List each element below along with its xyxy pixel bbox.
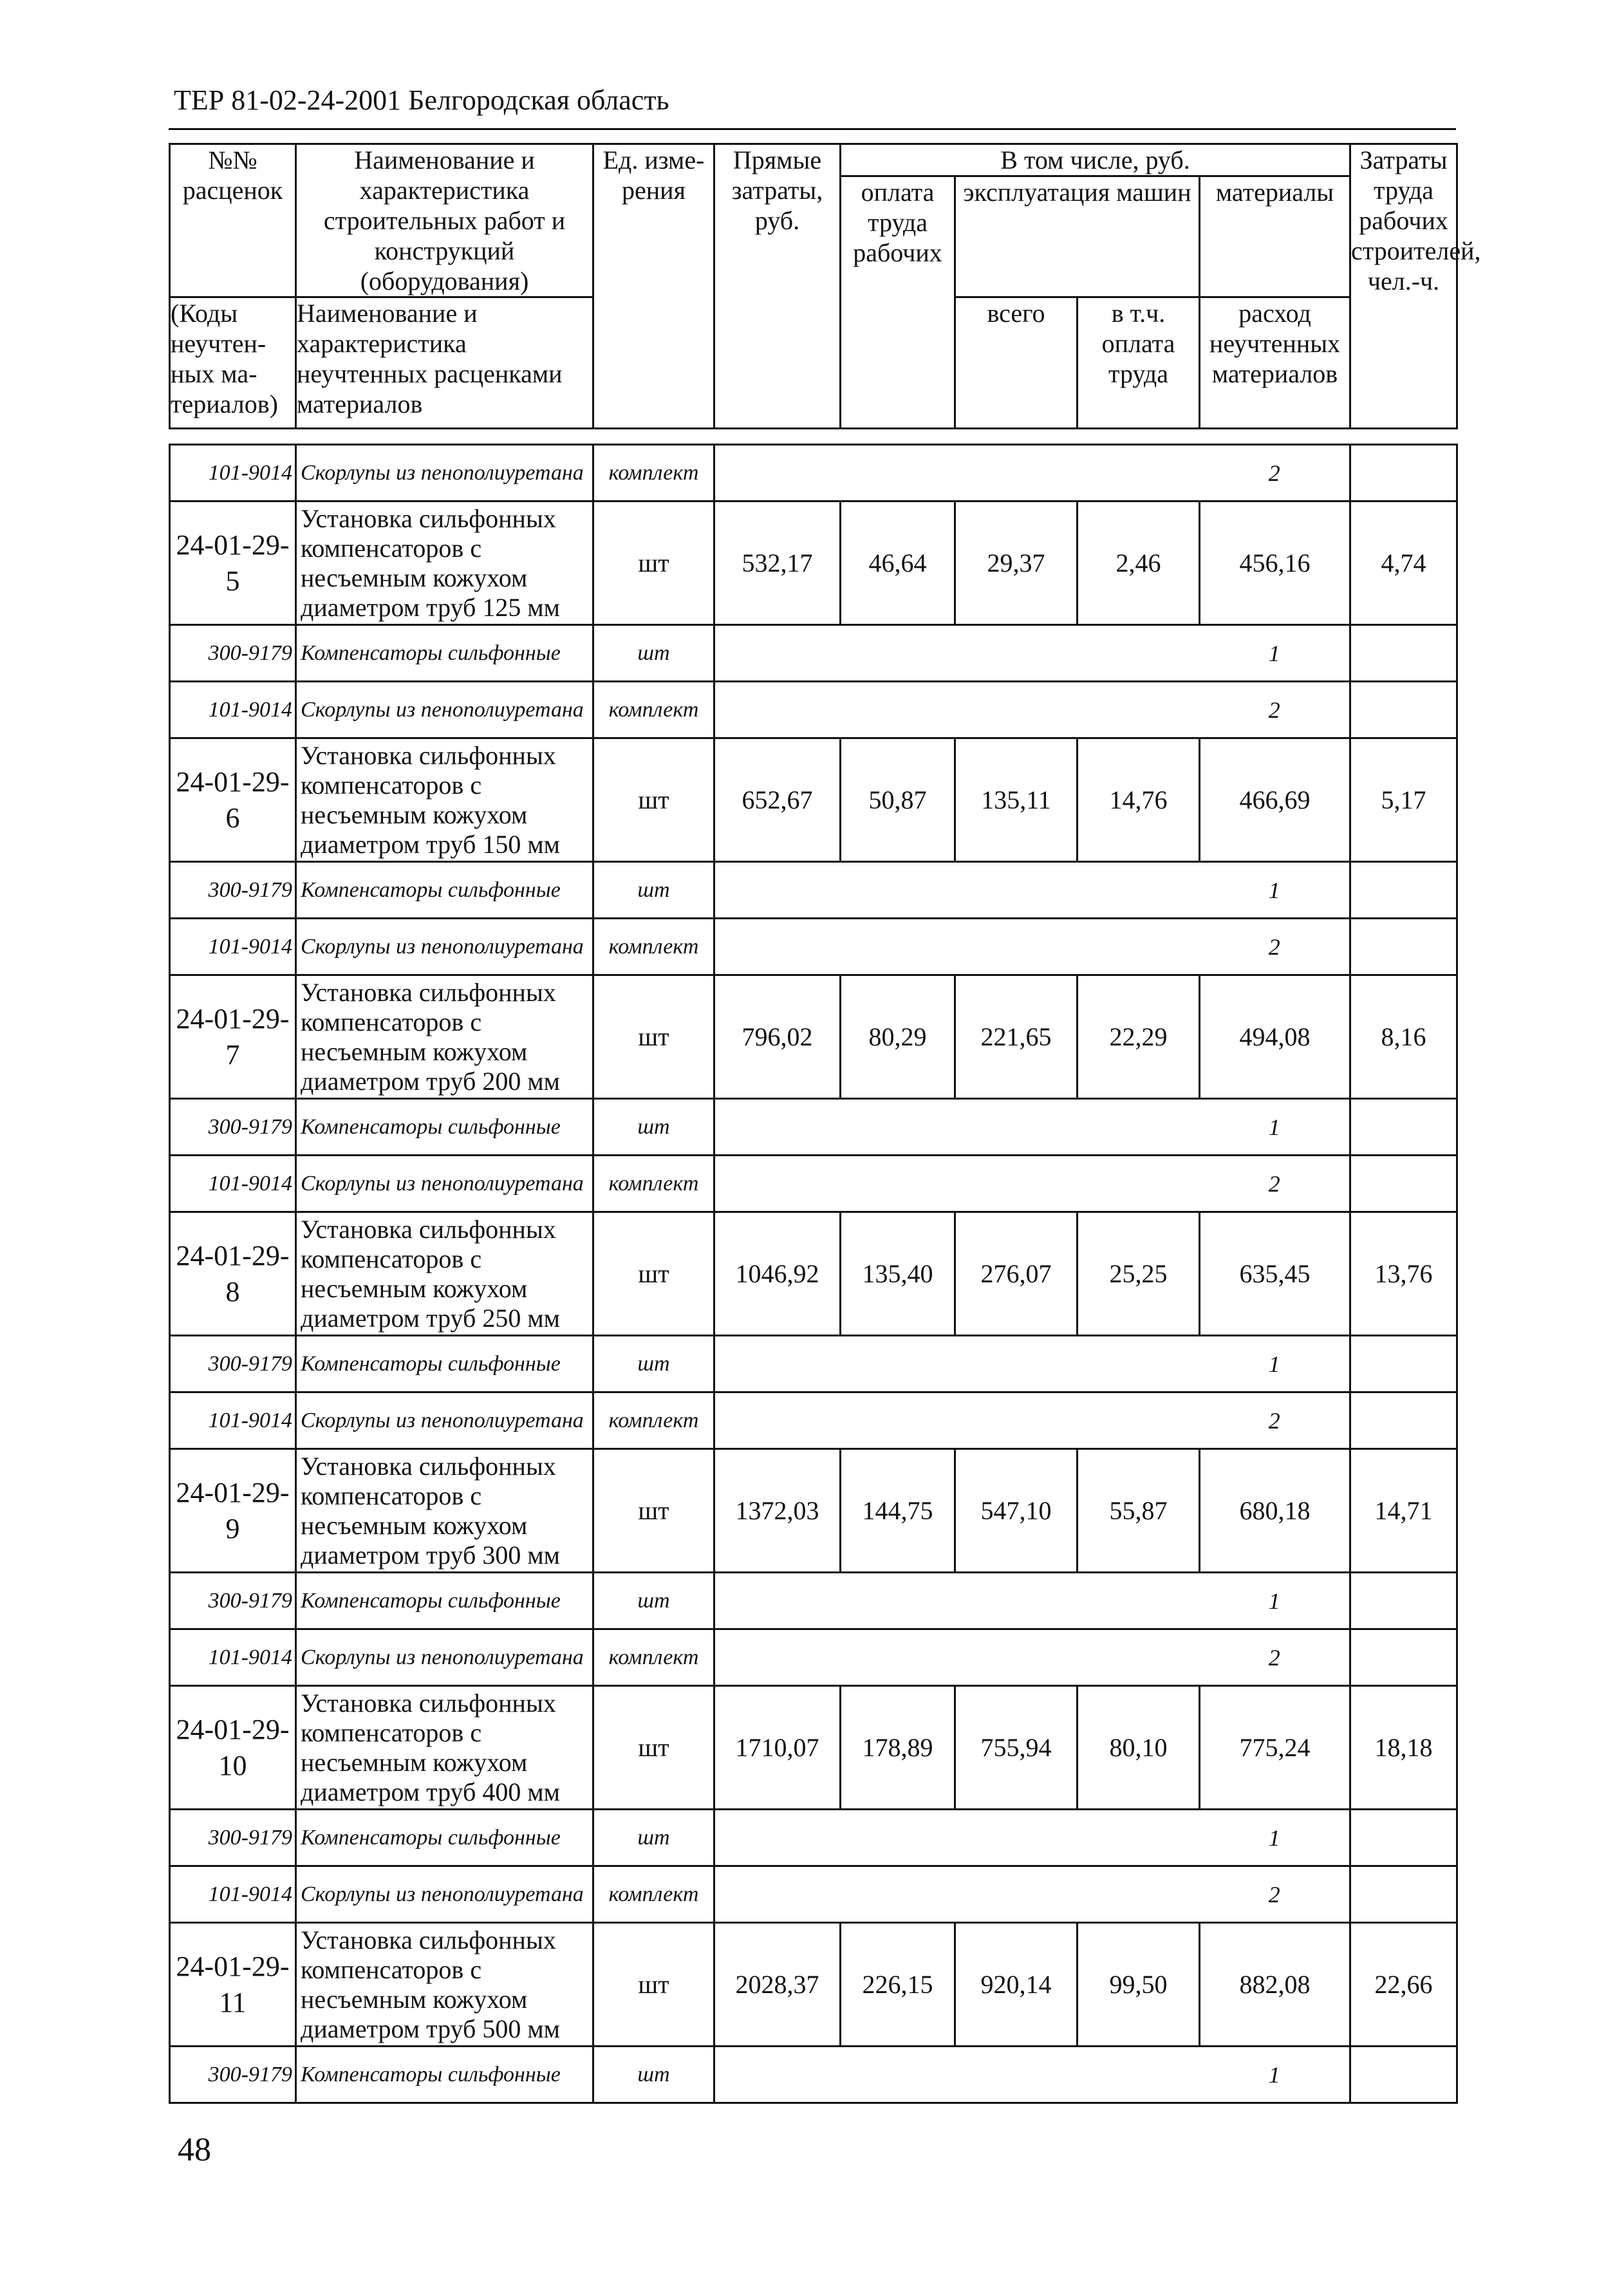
material-blank xyxy=(714,862,1200,919)
material-row xyxy=(170,1336,1457,1392)
rate-materials: 635,45 xyxy=(1200,1212,1350,1336)
rate-unit: шт xyxy=(593,1449,714,1573)
material-blank xyxy=(714,1156,1200,1212)
material-unit: комплект xyxy=(593,1392,714,1449)
material-code: 300-9179 xyxy=(170,1810,296,1866)
material-row xyxy=(170,1810,1457,1866)
rate-machines-total: 221,65 xyxy=(955,975,1078,1099)
header-labor: Затраты труда рабочих строителей, чел.-ч. xyxy=(1350,144,1457,429)
rate-name: Установка сильфонных компенсаторов с несъемным кожухом диаметром труб 400 мм xyxy=(296,1686,593,1810)
material-name: Скорлупы из пенополиуретана xyxy=(296,445,593,501)
material-unit: шт xyxy=(593,625,714,682)
material-quantity: 1 xyxy=(1200,862,1350,919)
header-direct-costs: Прямые затраты, руб. xyxy=(714,144,841,429)
material-code: 101-9014 xyxy=(170,1629,296,1686)
rate-row xyxy=(170,738,1457,862)
material-name: Скорлупы из пенополиуретана xyxy=(296,1866,593,1923)
material-code: 300-9179 xyxy=(170,625,296,682)
material-blank xyxy=(714,1099,1200,1156)
rate-direct-costs: 2028,37 xyxy=(714,1923,841,2047)
rate-direct-costs: 796,02 xyxy=(714,975,841,1099)
material-row xyxy=(170,1156,1457,1212)
material-blank xyxy=(714,919,1200,975)
material-unit: комплект xyxy=(593,1629,714,1686)
material-blank xyxy=(714,1866,1200,1923)
material-quantity: 1 xyxy=(1200,1573,1350,1629)
material-name: Компенсаторы сильфонные xyxy=(296,1810,593,1866)
material-row xyxy=(170,1099,1457,1156)
header-machines-total: всего xyxy=(955,297,1078,429)
gap-cell xyxy=(1078,429,1200,445)
material-row xyxy=(170,1392,1457,1449)
rate-machines-wages: 55,87 xyxy=(1078,1449,1200,1573)
material-name: Скорлупы из пенополиуретана xyxy=(296,682,593,738)
material-quantity: 2 xyxy=(1200,682,1350,738)
material-quantity: 1 xyxy=(1200,625,1350,682)
rate-machines-wages: 80,10 xyxy=(1078,1686,1200,1810)
rate-code: 24-01-29-7 xyxy=(170,975,296,1099)
header-name-top: Наименование и характеристика строительных работ и конструкций (оборудования) xyxy=(296,144,593,297)
rate-machines-total: 29,37 xyxy=(955,501,1078,625)
header-code-top: №№ расценок xyxy=(170,144,296,297)
gap-cell xyxy=(296,429,593,445)
rate-direct-costs: 1710,07 xyxy=(714,1686,841,1810)
material-blank xyxy=(714,1336,1200,1392)
rate-wages: 135,40 xyxy=(841,1212,955,1336)
gap-cell xyxy=(1200,429,1350,445)
material-quantity: 2 xyxy=(1200,1156,1350,1212)
rate-wages: 46,64 xyxy=(841,501,955,625)
rate-labor: 14,71 xyxy=(1350,1449,1457,1573)
rate-wages: 226,15 xyxy=(841,1923,955,2047)
material-name: Компенсаторы сильфонные xyxy=(296,862,593,919)
gap-cell xyxy=(841,429,955,445)
rate-materials: 882,08 xyxy=(1200,1923,1350,2047)
material-quantity: 2 xyxy=(1200,445,1350,501)
gap-cell xyxy=(170,429,296,445)
material-name: Компенсаторы сильфонные xyxy=(296,625,593,682)
gap-cell xyxy=(593,429,714,445)
material-quantity: 1 xyxy=(1200,1099,1350,1156)
rate-code: 24-01-29-5 xyxy=(170,501,296,625)
material-row xyxy=(170,1629,1457,1686)
material-blank xyxy=(714,2047,1200,2103)
header-machines-wages: в т.ч. оплата труда xyxy=(1078,297,1200,429)
material-blank xyxy=(714,625,1200,682)
material-labor-blank xyxy=(1350,919,1457,975)
material-labor-blank xyxy=(1350,1866,1457,1923)
material-unit: шт xyxy=(593,1573,714,1629)
material-labor-blank xyxy=(1350,1392,1457,1449)
material-code: 101-9014 xyxy=(170,682,296,738)
material-quantity: 2 xyxy=(1200,1629,1350,1686)
material-name: Компенсаторы сильфонные xyxy=(296,2047,593,2103)
rate-name: Установка сильфонных компенсаторов с несъемным кожухом диаметром труб 150 мм xyxy=(296,738,593,862)
rate-machines-wages: 22,29 xyxy=(1078,975,1200,1099)
rate-machines-total: 135,11 xyxy=(955,738,1078,862)
rate-materials: 456,16 xyxy=(1200,501,1350,625)
rate-wages: 144,75 xyxy=(841,1449,955,1573)
rate-materials: 466,69 xyxy=(1200,738,1350,862)
rate-unit: шт xyxy=(593,738,714,862)
material-code: 300-9179 xyxy=(170,1099,296,1156)
material-blank xyxy=(714,1629,1200,1686)
material-labor-blank xyxy=(1350,1336,1457,1392)
rate-direct-costs: 652,67 xyxy=(714,738,841,862)
material-row xyxy=(170,445,1457,501)
material-code: 300-9179 xyxy=(170,2047,296,2103)
rate-machines-wages: 25,25 xyxy=(1078,1212,1200,1336)
rate-direct-costs: 1046,92 xyxy=(714,1212,841,1336)
header-including: В том числе, руб. xyxy=(841,144,1350,176)
material-quantity: 1 xyxy=(1200,1336,1350,1392)
rate-name: Установка сильфонных компенсаторов с несъемным кожухом диаметром труб 200 мм xyxy=(296,975,593,1099)
header-machines: эксплуатация машин xyxy=(955,176,1200,297)
material-unit: комплект xyxy=(593,1866,714,1923)
material-labor-blank xyxy=(1350,2047,1457,2103)
material-quantity: 2 xyxy=(1200,1392,1350,1449)
material-blank xyxy=(714,1810,1200,1866)
material-blank xyxy=(714,445,1200,501)
header-wages: оплата труда рабочих xyxy=(841,176,955,429)
rate-machines-total: 547,10 xyxy=(955,1449,1078,1573)
material-code: 101-9014 xyxy=(170,1392,296,1449)
rate-unit: шт xyxy=(593,1686,714,1810)
material-labor-blank xyxy=(1350,625,1457,682)
rate-unit: шт xyxy=(593,1212,714,1336)
rate-wages: 50,87 xyxy=(841,738,955,862)
material-blank xyxy=(714,1392,1200,1449)
rate-machines-wages: 2,46 xyxy=(1078,501,1200,625)
rates-table xyxy=(169,143,1481,2104)
material-row xyxy=(170,682,1457,738)
material-row xyxy=(170,2047,1457,2103)
header-materials-consumption: расход неучтенных материалов xyxy=(1200,297,1350,429)
rate-labor: 13,76 xyxy=(1350,1212,1457,1336)
material-code: 101-9014 xyxy=(170,1156,296,1212)
material-blank xyxy=(714,1573,1200,1629)
material-row xyxy=(170,1573,1457,1629)
material-quantity: 2 xyxy=(1200,1866,1350,1923)
material-blank xyxy=(714,682,1200,738)
rate-code: 24-01-29-9 xyxy=(170,1449,296,1573)
material-name: Компенсаторы сильфонные xyxy=(296,1336,593,1392)
rate-labor: 4,74 xyxy=(1350,501,1457,625)
rate-code: 24-01-29-8 xyxy=(170,1212,296,1336)
rate-machines-total: 755,94 xyxy=(955,1686,1078,1810)
rate-machines-wages: 99,50 xyxy=(1078,1923,1200,2047)
material-name: Компенсаторы сильфонные xyxy=(296,1099,593,1156)
material-name: Скорлупы из пенополиуретана xyxy=(296,1156,593,1212)
rate-code: 24-01-29-6 xyxy=(170,738,296,862)
material-labor-blank xyxy=(1350,1099,1457,1156)
material-unit: шт xyxy=(593,1336,714,1392)
material-name: Компенсаторы сильфонные xyxy=(296,1573,593,1629)
material-labor-blank xyxy=(1350,862,1457,919)
material-name: Скорлупы из пенополиуретана xyxy=(296,919,593,975)
title-rule xyxy=(169,128,1456,130)
rate-labor: 22,66 xyxy=(1350,1923,1457,2047)
material-code: 101-9014 xyxy=(170,919,296,975)
rate-labor: 5,17 xyxy=(1350,738,1457,862)
rate-materials: 775,24 xyxy=(1200,1686,1350,1810)
rate-row xyxy=(170,1923,1457,2047)
rate-machines-total: 920,14 xyxy=(955,1923,1078,2047)
rate-labor: 8,16 xyxy=(1350,975,1457,1099)
material-quantity: 1 xyxy=(1200,1810,1350,1866)
header-unit: Ед. изме-рения xyxy=(593,144,714,429)
material-unit: комплект xyxy=(593,919,714,975)
header-name-bottom: Наименование и характеристика неучтенных расценками материалов xyxy=(296,297,593,429)
material-code: 300-9179 xyxy=(170,1336,296,1392)
material-code: 300-9179 xyxy=(170,862,296,919)
rate-machines-wages: 14,76 xyxy=(1078,738,1200,862)
rate-direct-costs: 1372,03 xyxy=(714,1449,841,1573)
document-title: ТЕР 81-02-24-2001 Белгородская область xyxy=(174,84,669,116)
material-unit: шт xyxy=(593,2047,714,2103)
material-row xyxy=(170,1866,1457,1923)
gap-cell xyxy=(955,429,1078,445)
rate-unit: шт xyxy=(593,975,714,1099)
rate-materials: 680,18 xyxy=(1200,1449,1350,1573)
rate-code: 24-01-29-11 xyxy=(170,1923,296,2047)
rate-wages: 178,89 xyxy=(841,1686,955,1810)
rate-materials: 494,08 xyxy=(1200,975,1350,1099)
material-unit: шт xyxy=(593,862,714,919)
material-unit: шт xyxy=(593,1810,714,1866)
rate-unit: шт xyxy=(593,501,714,625)
rate-row xyxy=(170,501,1457,625)
material-code: 300-9179 xyxy=(170,1573,296,1629)
material-code: 101-9014 xyxy=(170,445,296,501)
rate-row xyxy=(170,1212,1457,1336)
gap-cell xyxy=(1350,429,1457,445)
material-name: Скорлупы из пенополиуретана xyxy=(296,1392,593,1449)
material-code: 101-9014 xyxy=(170,1866,296,1923)
rate-wages: 80,29 xyxy=(841,975,955,1099)
material-unit: шт xyxy=(593,1099,714,1156)
material-labor-blank xyxy=(1350,1810,1457,1866)
material-row xyxy=(170,862,1457,919)
material-quantity: 1 xyxy=(1200,2047,1350,2103)
rate-name: Установка сильфонных компенсаторов с несъемным кожухом диаметром труб 300 мм xyxy=(296,1449,593,1573)
material-unit: комплект xyxy=(593,1156,714,1212)
rate-unit: шт xyxy=(593,1923,714,2047)
material-row xyxy=(170,625,1457,682)
material-labor-blank xyxy=(1350,1156,1457,1212)
material-quantity: 2 xyxy=(1200,919,1350,975)
material-unit: комплект xyxy=(593,445,714,501)
rate-row xyxy=(170,975,1457,1099)
material-unit: комплект xyxy=(593,682,714,738)
material-labor-blank xyxy=(1350,1573,1457,1629)
header-materials: материалы xyxy=(1200,176,1350,297)
rate-code: 24-01-29-10 xyxy=(170,1686,296,1810)
rate-direct-costs: 532,17 xyxy=(714,501,841,625)
material-labor-blank xyxy=(1350,1629,1457,1686)
rate-labor: 18,18 xyxy=(1350,1686,1457,1810)
rate-name: Установка сильфонных компенсаторов с несъемным кожухом диаметром труб 125 мм xyxy=(296,501,593,625)
material-row xyxy=(170,919,1457,975)
page-number: 48 xyxy=(178,2132,211,2168)
rate-machines-total: 276,07 xyxy=(955,1212,1078,1336)
material-labor-blank xyxy=(1350,682,1457,738)
gap-cell xyxy=(714,429,841,445)
material-labor-blank xyxy=(1350,445,1457,501)
material-name: Скорлупы из пенополиуретана xyxy=(296,1629,593,1686)
header-code-bottom: (Коды неучтен-ных ма-териалов) xyxy=(170,297,296,429)
rate-name: Установка сильфонных компенсаторов с несъемным кожухом диаметром труб 500 мм xyxy=(296,1923,593,2047)
rate-row xyxy=(170,1449,1457,1573)
rate-name: Установка сильфонных компенсаторов с несъемным кожухом диаметром труб 250 мм xyxy=(296,1212,593,1336)
header-gap xyxy=(170,429,1457,445)
rate-row xyxy=(170,1686,1457,1810)
